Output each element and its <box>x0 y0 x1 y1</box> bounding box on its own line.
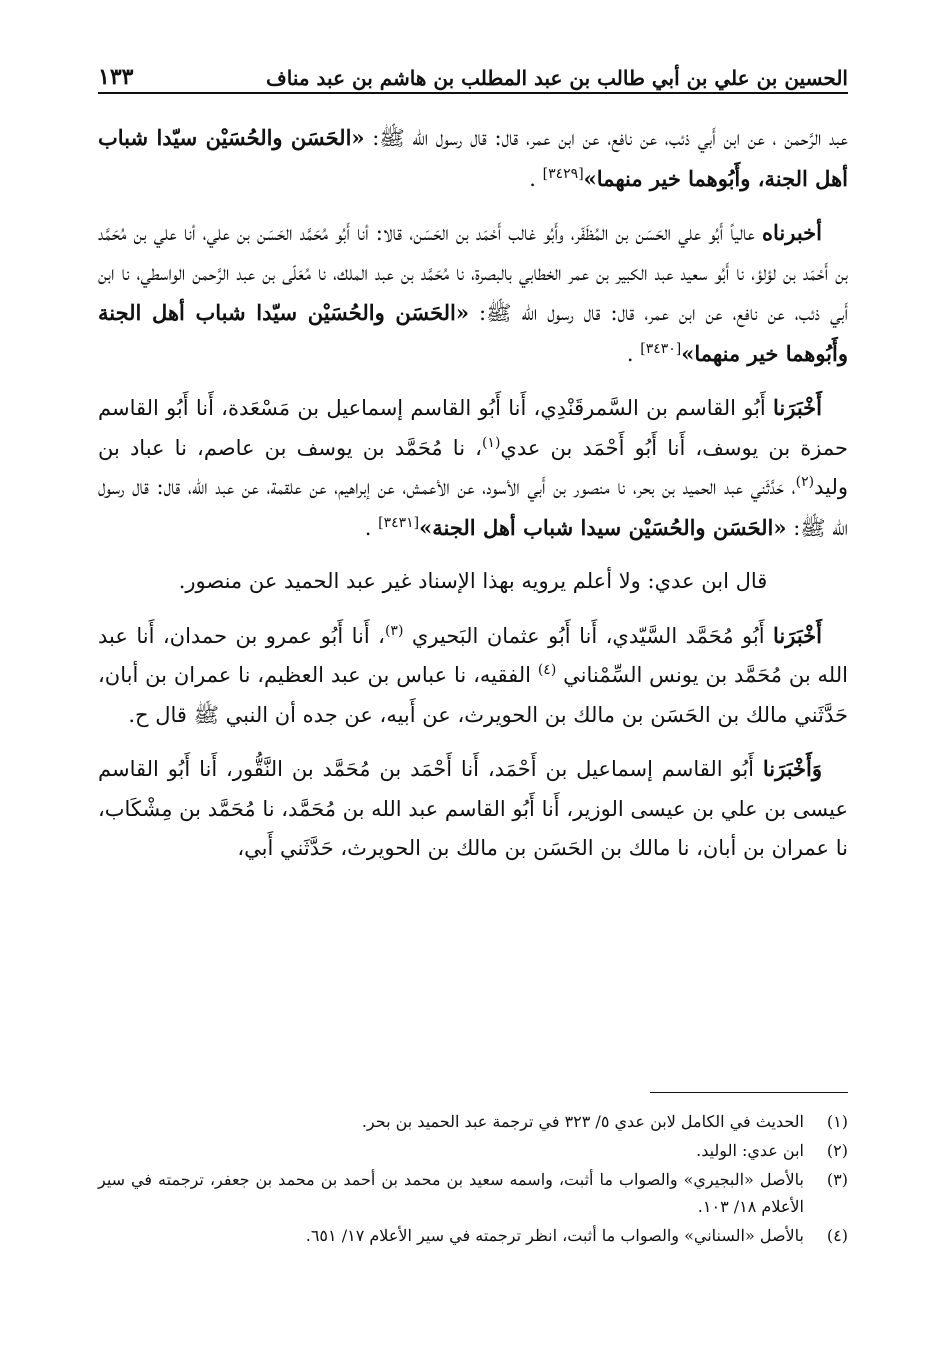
footnote <box>98 1222 848 1249</box>
paragraph-lead: أخبرناه <box>762 220 822 245</box>
footnote-number: (٣) <box>826 1170 848 1189</box>
footnote <box>98 1166 848 1220</box>
paragraph-text: أَبُو القاسم بن السَّمرقَنْدِي، أَنا أَبُو القاسم إسماعيل بن مَسْعَدة، أَنا أَبُو القاسم حمزة بن يوسف، أَنا أَبُو أَحْمَد بن عدي <box>98 396 848 460</box>
running-title: الحسين بن علي بن أبي طالب بن عبد المطلب بن هاشم بن عبد مناف <box>266 66 848 90</box>
footnote-number: (٤) <box>826 1226 848 1245</box>
footnote-ref-1[interactable]: (١) <box>481 434 501 451</box>
paragraph-lead: أَخْبَرَنا <box>773 395 822 420</box>
paragraph-end: . <box>364 515 379 540</box>
paragraph-lead: وَأَخْبَرَنا <box>762 756 822 781</box>
paragraph-lead: أَخْبَرَنا <box>773 622 822 648</box>
hadith-quote: «الحَسَن والحُسَيْن سيدا شباب أهل الجنة» <box>419 514 787 540</box>
paragraph-1 <box>98 118 848 199</box>
footnote-ref-2[interactable]: (٢) <box>795 474 815 490</box>
footnote-text: بالأصل «البجيري» والصواب ما أثبت، واسمه سعيد بن محمد بن أحمد بن محمد بن جعفر، ترجمته في سير الأعلام ١٨/ ١٠٣. <box>98 1170 804 1216</box>
paragraph-end: . <box>529 166 543 191</box>
header-rule <box>98 92 848 94</box>
footnote-ref-3[interactable]: (٣) <box>384 622 404 639</box>
paragraph-4 <box>98 562 848 602</box>
footnote-number: (٢) <box>826 1141 848 1160</box>
footnote <box>98 1108 848 1135</box>
footnote-separator <box>650 1092 848 1093</box>
footnote-text: الحديث في الكامل لابن عدي ٥/ ٣٢٣ في ترجمة عبد الحميد بن بحر. <box>361 1112 804 1131</box>
footnote-text: بالأصل «السناني» والصواب ما أثبت، انظر ترجمته في سير الأعلام ١٧/ ٦٥١. <box>305 1226 804 1245</box>
paragraph-text: أَبُو مُحَمَّد السَّيّدي، أَنا أَبُو عثمان البَحيري <box>403 623 774 648</box>
paragraph-text: أَبُو القاسم إسماعيل بن أَحْمَد، أَنا أَحْمَد بن مُحَمَّد بن النَّقُّور، أَنا أَبُو القاسم عيسى بن علي بن عيسى الوزير، أَنا أَبُو القاسم عبد الله بن مُحَمَّد، نا مُحَمَّد بن مِشْكَاب، نا عمران بن أبان، نا مالك بن الحَسَن بن مالك بن الحويرث، حَدَّثَني أَبي، <box>97 757 848 860</box>
paragraph-text: ، حَدَّثَني عبد الحميد بن بحر، نا منصور بن أَبي الأسود، عن الأعمش، عن إبراهيم، عن علقمة، عن عبد الله، قال: قال رسول الله ﷺ: <box>98 475 848 540</box>
paragraph-text: الفقيه، نا عباس بن عبد العظيم، نا عمران بن أبان، حَدَّثَني مالك بن الحَسَن بن مالك بن الحويرث، عن أَبيه، عن جده أن النبي ﷺ قال ح. <box>98 663 848 727</box>
main-text <box>98 118 848 883</box>
footnote-number: (١) <box>826 1112 848 1131</box>
footnote-text: ابن عدي: الوليد. <box>696 1141 804 1160</box>
paragraph-text: عالياً أَبُو علي الحَسَن بن المُظَفّر، وأَبُو غالب أَحْمَد بن الحَسَن، قالا: أنا أَبُو مُحَمَّد الحَسَن بن علي، أنا علي بن مُحَمَّد بن أَحْمَد بن لؤلؤ، نا أَبُو سعيد عبد الكبير بن عمر الخطابي بالبصرة، نا مُحَمَّد بن عبد الملك، نا مُعَلّى بن عبد الرَّحمن الواسطي، نا ابن أَبي ذئب، عن نافع، عن ابن عمر، قال: قال رسول الله ﷺ: <box>98 221 849 325</box>
paragraph-3 <box>98 388 848 548</box>
page-number: ١٣٣ <box>98 64 134 90</box>
footnote <box>98 1137 848 1164</box>
paragraph-6 <box>98 749 848 869</box>
paragraph-end: . <box>626 341 641 366</box>
paragraph-text: ، أَنا أَبُو عمرو بن حمدان، أَنا عبد الله بن مُحَمَّد بن يونس السِّمْناني <box>98 623 848 687</box>
hadith-number: [٣٤٢٩] <box>542 165 584 182</box>
paragraph-text: ، نا مُحَمَّد بن يوسف بن عاصم، نا عباد بن وليد <box>98 435 848 499</box>
hadith-quote: «الحَسَن والحُسَيْن سيّدا شباب أهل الجنة، وأَبُوهما خير منهما» <box>98 125 848 191</box>
footnotes <box>98 1108 848 1251</box>
running-header <box>98 52 848 90</box>
paragraph-text: قال ابن عدي: ولا أعلم يرويه بهذا الإسناد غير عبد الحميد عن منصور. <box>178 569 768 593</box>
paragraph-5 <box>98 616 848 736</box>
footnote-ref-4[interactable]: (٤) <box>537 662 557 678</box>
paragraph-text: عبد الرَّحمن ، عن ابن أَبي ذئب، عن نافع، عن ابن عمر، قال: قال رسول الله ﷺ: <box>364 126 848 150</box>
hadith-number: [٣٤٣١] <box>378 514 420 531</box>
hadith-quote: «الحَسَن والحُسَيْن سيّدا شباب أهل الجنة وأَبُوهما خير منهما» <box>98 300 848 366</box>
hadith-number: [٣٤٣٠] <box>640 340 682 357</box>
paragraph-2 <box>98 213 848 374</box>
